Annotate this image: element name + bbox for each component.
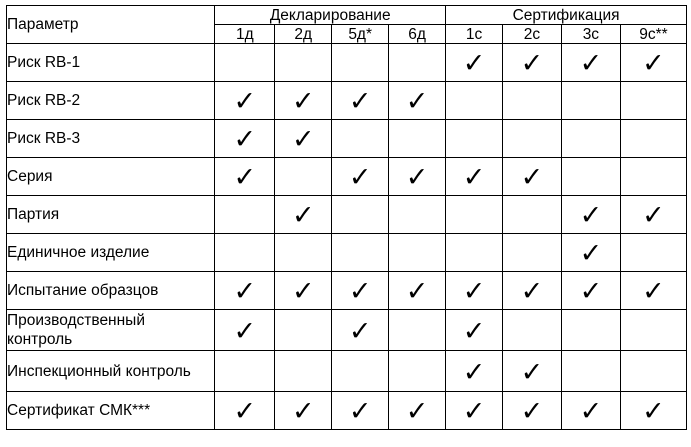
scheme-cell (332, 120, 389, 158)
scheme-header: 1с (446, 25, 503, 44)
conformity-schemes-table (6, 5, 687, 430)
check-mark-icon: ✓ (579, 200, 603, 231)
scheme-cell (561, 158, 620, 196)
scheme-cell (446, 392, 503, 430)
check-mark-icon: ✓ (462, 162, 486, 193)
scheme-header: 9с** (620, 25, 686, 44)
check-mark-icon: ✓ (520, 396, 544, 427)
parameter-label: Инспекционный контроль (7, 351, 215, 392)
check-mark-icon: ✓ (233, 124, 257, 155)
check-mark-icon: ✓ (642, 48, 665, 79)
check-mark-icon: ✓ (462, 276, 486, 307)
parameter-label: Серия (7, 158, 215, 196)
check-mark-icon: ✓ (642, 396, 665, 427)
scheme-cell (275, 392, 332, 430)
scheme-cell (275, 234, 332, 272)
check-mark-icon: ✓ (291, 200, 315, 231)
scheme-cell (332, 351, 389, 392)
scheme-cell (620, 82, 686, 120)
parameter-label: Испытание образцов (7, 272, 215, 310)
scheme-cell (275, 196, 332, 234)
check-mark-icon: ✓ (462, 48, 486, 79)
scheme-cell (620, 392, 686, 430)
scheme-header: 2с (502, 25, 561, 44)
check-mark-icon: ✓ (233, 86, 257, 117)
scheme-cell (389, 234, 446, 272)
check-mark-icon: ✓ (579, 396, 603, 427)
scheme-cell (502, 82, 561, 120)
check-mark-icon: ✓ (579, 238, 603, 269)
parameter-label: Риск RB-2 (7, 82, 215, 120)
check-mark-icon: ✓ (348, 276, 372, 307)
scheme-cell (446, 44, 503, 82)
scheme-cell (561, 272, 620, 310)
table-row (7, 272, 687, 310)
scheme-cell (561, 44, 620, 82)
scheme-cell (446, 234, 503, 272)
scheme-header: 1д (215, 25, 275, 44)
check-mark-icon: ✓ (462, 396, 486, 427)
scheme-cell (446, 196, 503, 234)
parameter-label: Единичное изделие (7, 234, 215, 272)
scheme-cell (332, 234, 389, 272)
scheme-cell (446, 82, 503, 120)
check-mark-icon: ✓ (291, 86, 315, 117)
scheme-cell (332, 272, 389, 310)
scheme-cell (215, 120, 275, 158)
group-header-row (7, 6, 687, 25)
scheme-cell (502, 196, 561, 234)
check-mark-icon: ✓ (405, 396, 429, 427)
scheme-cell (620, 44, 686, 82)
scheme-cell (275, 120, 332, 158)
scheme-cell (389, 392, 446, 430)
parameter-label: Производственный контроль (7, 310, 215, 351)
check-mark-icon: ✓ (233, 315, 257, 347)
scheme-cell (620, 196, 686, 234)
scheme-cell (502, 310, 561, 351)
check-mark-icon: ✓ (348, 162, 372, 193)
check-mark-icon: ✓ (462, 315, 486, 347)
table-row (7, 120, 687, 158)
scheme-cell (620, 272, 686, 310)
parameter-label: Партия (7, 196, 215, 234)
check-mark-icon: ✓ (233, 162, 257, 193)
table-row (7, 82, 687, 120)
check-mark-icon: ✓ (233, 276, 257, 307)
scheme-cell (215, 392, 275, 430)
check-mark-icon: ✓ (348, 315, 372, 347)
scheme-cell (389, 310, 446, 351)
scheme-cell (502, 351, 561, 392)
table-row (7, 44, 687, 82)
check-mark-icon: ✓ (462, 356, 486, 388)
check-mark-icon: ✓ (520, 276, 544, 307)
scheme-cell (332, 310, 389, 351)
table-row (7, 392, 687, 430)
scheme-cell (561, 82, 620, 120)
scheme-cell (332, 158, 389, 196)
check-mark-icon: ✓ (579, 276, 603, 307)
scheme-cell (275, 310, 332, 351)
check-mark-icon: ✓ (405, 162, 429, 193)
check-mark-icon: ✓ (291, 124, 315, 155)
scheme-cell (215, 310, 275, 351)
check-mark-icon: ✓ (348, 396, 372, 427)
scheme-cell (446, 272, 503, 310)
scheme-header: 2д (275, 25, 332, 44)
scheme-cell (620, 310, 686, 351)
check-mark-icon: ✓ (348, 86, 372, 117)
scheme-cell (332, 82, 389, 120)
scheme-cell (215, 158, 275, 196)
table-row (7, 351, 687, 392)
scheme-cell (502, 158, 561, 196)
parameter-label: Риск RB-3 (7, 120, 215, 158)
scheme-cell (561, 392, 620, 430)
scheme-header: 6д (389, 25, 446, 44)
scheme-cell (620, 120, 686, 158)
scheme-cell (561, 351, 620, 392)
scheme-cell (215, 234, 275, 272)
scheme-header: 5д* (332, 25, 389, 44)
scheme-cell (389, 158, 446, 196)
check-mark-icon: ✓ (642, 276, 665, 307)
table-row (7, 310, 687, 351)
declaration-group-header: Декларирование (215, 6, 446, 25)
scheme-cell (389, 82, 446, 120)
scheme-cell (446, 158, 503, 196)
scheme-cell (561, 196, 620, 234)
scheme-cell (275, 158, 332, 196)
scheme-cell (215, 44, 275, 82)
certification-group-header: Сертификация (446, 6, 687, 25)
scheme-cell (275, 351, 332, 392)
check-mark-icon: ✓ (520, 162, 544, 193)
scheme-cell (215, 351, 275, 392)
scheme-cell (389, 272, 446, 310)
scheme-cell (561, 234, 620, 272)
scheme-cell (446, 120, 503, 158)
check-mark-icon: ✓ (579, 48, 603, 79)
check-mark-icon: ✓ (291, 276, 315, 307)
check-mark-icon: ✓ (520, 48, 544, 79)
scheme-cell (620, 351, 686, 392)
check-mark-icon: ✓ (233, 396, 257, 427)
scheme-cell (275, 82, 332, 120)
check-mark-icon: ✓ (642, 200, 665, 231)
scheme-cell (502, 120, 561, 158)
scheme-cell (275, 44, 332, 82)
scheme-cell (389, 351, 446, 392)
scheme-cell (215, 272, 275, 310)
scheme-cell (620, 158, 686, 196)
table-row (7, 196, 687, 234)
scheme-header: 3с (561, 25, 620, 44)
parameter-column-header: Параметр (7, 6, 215, 44)
parameter-label: Сертификат СМК*** (7, 392, 215, 430)
parameter-label: Риск RB-1 (7, 44, 215, 82)
scheme-cell (620, 234, 686, 272)
scheme-cell (446, 310, 503, 351)
scheme-cell (215, 82, 275, 120)
scheme-cell (332, 196, 389, 234)
check-mark-icon: ✓ (291, 396, 315, 427)
scheme-cell (502, 44, 561, 82)
scheme-cell (561, 120, 620, 158)
table-body (7, 44, 687, 430)
check-mark-icon: ✓ (405, 86, 429, 117)
scheme-cell (389, 120, 446, 158)
table-row (7, 158, 687, 196)
scheme-cell (502, 392, 561, 430)
scheme-cell (446, 351, 503, 392)
scheme-cell (332, 44, 389, 82)
scheme-cell (275, 272, 332, 310)
check-mark-icon: ✓ (405, 276, 429, 307)
scheme-cell (502, 234, 561, 272)
table-row (7, 234, 687, 272)
scheme-cell (561, 310, 620, 351)
check-mark-icon: ✓ (520, 356, 544, 388)
scheme-cell (215, 196, 275, 234)
scheme-cell (502, 272, 561, 310)
scheme-cell (332, 392, 389, 430)
scheme-cell (389, 196, 446, 234)
scheme-cell (389, 44, 446, 82)
